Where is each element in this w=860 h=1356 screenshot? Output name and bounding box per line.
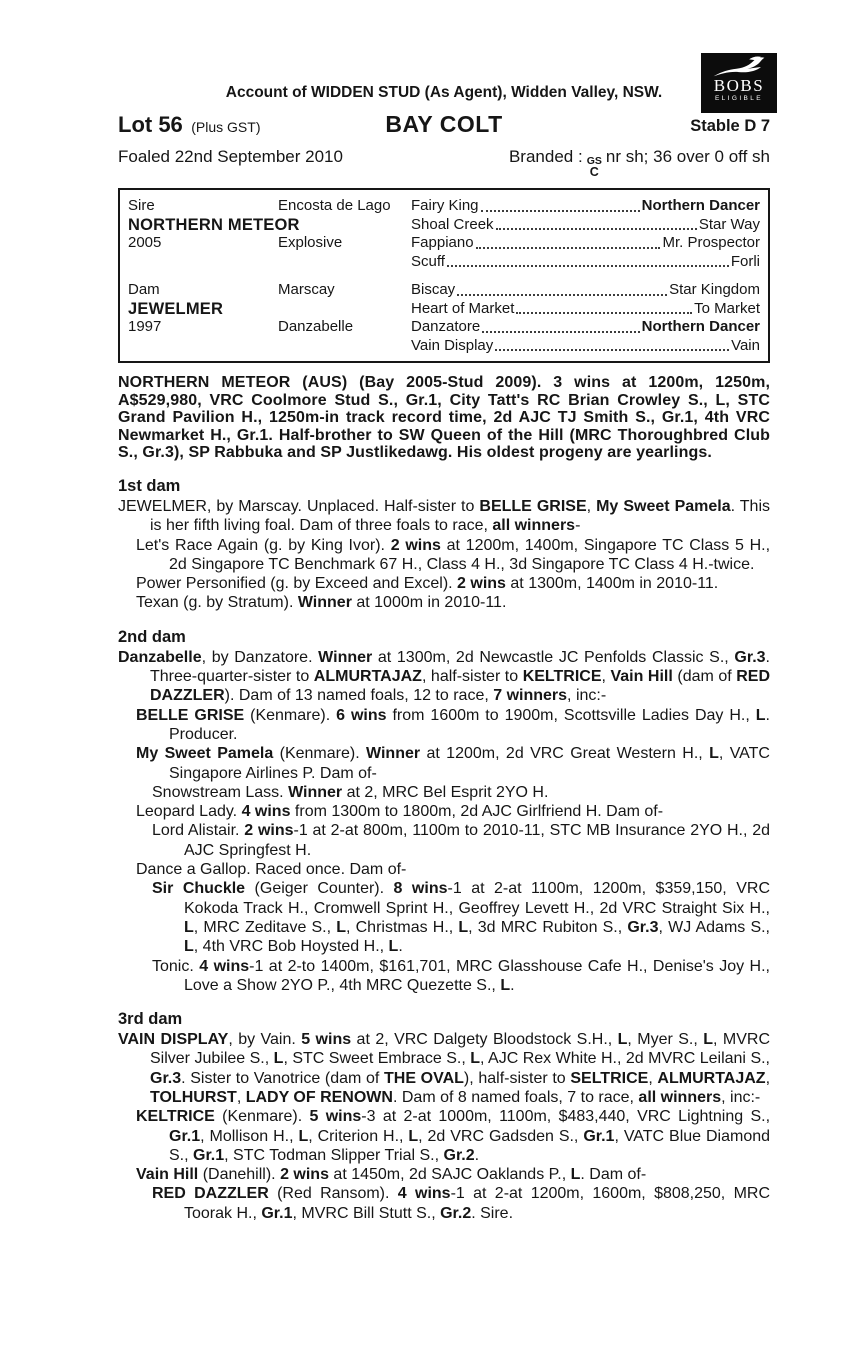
ancestor-sire: Forli: [730, 252, 760, 270]
lot-row: [118, 107, 770, 138]
pedigree-paragraph: Leopard Lady. 4 wins from 1300m to 1800m, 2d AJC Girlfriend H. Dam of-: [136, 803, 664, 821]
pedigree-paragraph: Snowstream Lass. Winner at 2, MRC Bel Esprit 2YO H.: [152, 783, 549, 801]
ancestor-line: [411, 318, 760, 337]
pedigree-paragraph: Vain Hill (Danehill). 2 wins at 1450m, 2d SAJC Oaklands P., L. Dam of-: [136, 1166, 647, 1184]
dam-heading: 1st dam: [118, 476, 181, 495]
sire-summary: NORTHERN METEOR (AUS) (Bay 2005-Stud 2009). 3 wins at 1200m, 1250m, A$529,980, VRC Coolmore Stud S., Gr.1, City Tatt's RC Brian Crowley S., L, STC Grand Pavilion H., 1250m-in track record time, 2d AJC TJ Smith S., Gr.1, 4th VRC Newmarket H., Gr.1. Half-brother to SW Queen of the Hill (MRC Thoroughbred Club S., Gr.3), SP Rabbuka and SP Justlikedawg. His oldest progeny are yearlings.: [118, 374, 770, 462]
dam-label: Dam: [128, 281, 160, 298]
ancestor-sire: Northern Dancer: [641, 197, 760, 214]
pedigree-paragraph: Dance a Gallop. Raced once. Dam of-: [136, 861, 407, 879]
foaled-row: [118, 147, 770, 178]
dot-leader: [496, 228, 697, 230]
sire-name: NORTHERN METEOR: [128, 215, 300, 234]
pedigree-paragraph: Tonic. 4 wins-1 at 2-to 1400m, $161,701, MRC Glasshouse Cafe H., Denise's Joy H., Love a Show 2YO P., 4th MRC Quezette S., L.: [152, 957, 770, 994]
ancestor-name: Danzatore: [411, 318, 481, 335]
sire-label: Sire: [128, 197, 155, 214]
ancestor-line: [411, 234, 760, 253]
dam-heading: 3rd dam: [118, 1010, 183, 1029]
pedigree-col-parents: [278, 197, 411, 355]
stable-number: Stable D 7: [690, 117, 770, 135]
brand-symbol-bottom: C: [589, 165, 599, 179]
dot-leader: [447, 265, 729, 267]
ancestor-name: Heart of Market: [411, 299, 515, 317]
pedigree-paragraph: Lord Alistair. 2 wins-1 at 2-at 800m, 1100m to 2010-11, STC MB Insurance 2YO H., 2d AJC Springfest H.: [152, 822, 771, 859]
ancestor-name: Biscay: [411, 281, 456, 298]
pedigree-col-ancestors: [411, 197, 760, 355]
dot-leader: [457, 294, 667, 296]
ancestor-sire: To Market: [694, 299, 760, 317]
pedigree-paragraph: JEWELMER, by Marscay. Unplaced. Half-sister to BELLE GRISE, My Sweet Pamela. This is her fifth living foal. Dam of three foals to race, all winners-: [118, 497, 771, 535]
brand-symbol-top: GS: [586, 155, 602, 167]
dot-leader: [495, 349, 729, 351]
dam-of-sire: Explosive: [278, 234, 343, 251]
dot-leader: [516, 312, 692, 314]
branded-rest: nr sh; 36 over 0 off sh: [605, 147, 770, 166]
ancestor-name: Scuff: [411, 252, 445, 270]
dam-section: [118, 627, 770, 995]
dam-section: [118, 476, 770, 613]
ancestor-sire: Northern Dancer: [641, 318, 760, 335]
dam-year: 1997: [128, 318, 162, 335]
pedigree-paragraph: KELTRICE (Kenmare). 5 wins-3 at 2-at 1000m, 1100m, $483,440, VRC Lightning S., Gr.1, Mollison H., L, Criterion H., L, 2d VRC Gadsden S., Gr.1, VATC Blue Diamond S., Gr.1, STC Todman Slipper Trial S., Gr.2.: [136, 1108, 771, 1164]
pedigree-sections: [118, 476, 770, 1223]
ancestor-line: [411, 281, 760, 300]
dot-leader: [476, 247, 661, 249]
ancestor-sire: Star Way: [698, 215, 760, 233]
dam-heading: 2nd dam: [118, 627, 186, 646]
pedigree-paragraph: RED DAZZLER (Red Ransom). 4 wins-1 at 2-at 1200m, 1600m, $808,250, MRC Toorak H., Gr.1, MVRC Bill Stutt S., Gr.2. Sire.: [152, 1185, 771, 1222]
horse-icon: [710, 56, 768, 78]
dot-leader: [481, 210, 640, 212]
account-line: Account of WIDDEN STUD (As Agent), Widden Valley, NSW.: [225, 84, 663, 101]
pedigree-paragraph: Danzabelle, by Danzatore. Winner at 1300m, 2d Newcastle JC Penfolds Classic S., Gr.3. Three-quarter-sister to ALMURTAJAZ, half-sister to KELTRICE, Vain Hill (dam of RED DAZZLER). Dam of 13 named foals, 12 to race, 7 winners, inc:-: [118, 648, 771, 705]
pedigree-paragraph: My Sweet Pamela (Kenmare). Winner at 1200m, 2d VRC Great Western H., L, VATC Singapore Airlines P. Dam of-: [136, 745, 770, 782]
lot-number: Lot 56: [118, 112, 183, 137]
dam-section: [118, 1009, 770, 1223]
ancestor-line: [411, 197, 760, 216]
brand-symbol: [587, 157, 602, 178]
bobs-logo-title: BOBS: [713, 76, 765, 95]
pedigree-paragraph: Power Personified (g. by Exceed and Excel). 2 wins at 1300m, 1400m in 2010-11.: [136, 575, 719, 593]
pedigree-col-horse: [128, 197, 300, 355]
ancestor-line: [411, 253, 760, 272]
ancestor-name: Fairy King: [411, 197, 479, 214]
sire-of-sire: Encosta de Lago: [278, 197, 391, 214]
pedigree-paragraph: Texan (g. by Stratum). Winner at 1000m in 2010-11.: [136, 594, 507, 612]
foaled-date: Foaled 22nd September 2010: [118, 147, 343, 166]
ancestor-name: Shoal Creek: [411, 215, 494, 233]
dam-of-dam: Danzabelle: [278, 318, 354, 335]
ancestor-name: Vain Display: [411, 336, 494, 354]
ancestor-name: Fappiano: [411, 234, 474, 251]
ancestor-line: [411, 337, 760, 356]
pedigree-paragraph: Let's Race Again (g. by King Ivor). 2 wins at 1200m, 1400m, Singapore TC Class 5 H., 2d Singapore TC Benchmark 67 H., Class 4 H., 3d Singapore TC Class 4 H.-twice.: [136, 536, 771, 573]
horse-description: BAY COLT: [385, 111, 503, 137]
pedigree-table: [118, 188, 770, 363]
bobs-logo-subtitle: ELIGIBLE: [714, 95, 764, 102]
brand-details: [509, 147, 770, 178]
pedigree-paragraph: VAIN DISPLAY, by Vain. 5 wins at 2, VRC Dalgety Bloodstock S.H., L, Myer S., L, MVRC Silver Jubilee S., L, STC Sweet Embrace S., L, AJC Rex White H., 2d MVRC Leilani S., Gr.3. Sister to Vanotrice (dam of THE OVAL), half-sister to SELTRICE, ALMURTAJAZ, TOLHURST, LADY OF RENOWN. Dam of 8 named foals, 7 to race, all winners, inc:-: [118, 1031, 771, 1106]
pedigree-paragraph: Sir Chuckle (Geiger Counter). 8 wins-1 at 2-at 1100m, 1200m, $359,150, VRC Kokoda Track H., Cromwell Sprint H., Geoffrey Levett H., 2d VRC Straight Six H., L, MRC Zeditave S., L, Christmas H., L, 3d MRC Rubiton S., Gr.3, WJ Adams S., L, 4th VRC Bob Hoysted H., L.: [152, 880, 771, 956]
ancestor-sire: Vain: [731, 336, 760, 354]
ancestor-line: [411, 300, 760, 319]
branded-label: Branded :: [508, 147, 583, 166]
sire-year: 2005: [128, 234, 162, 251]
sire-of-dam: Marscay: [278, 281, 335, 298]
dam-name: JEWELMER: [128, 299, 224, 318]
plus-gst-note: (Plus GST): [191, 119, 261, 135]
ancestor-sire: Mr. Prospector: [662, 234, 760, 251]
catalogue-content: [118, 84, 770, 1223]
ancestor-line: [411, 216, 760, 235]
dot-leader: [482, 331, 639, 333]
pedigree-paragraph: BELLE GRISE (Kenmare). 6 wins from 1600m to 1900m, Scottsville Ladies Day H., L. Producer.: [136, 706, 770, 743]
ancestor-sire: Star Kingdom: [669, 281, 760, 298]
